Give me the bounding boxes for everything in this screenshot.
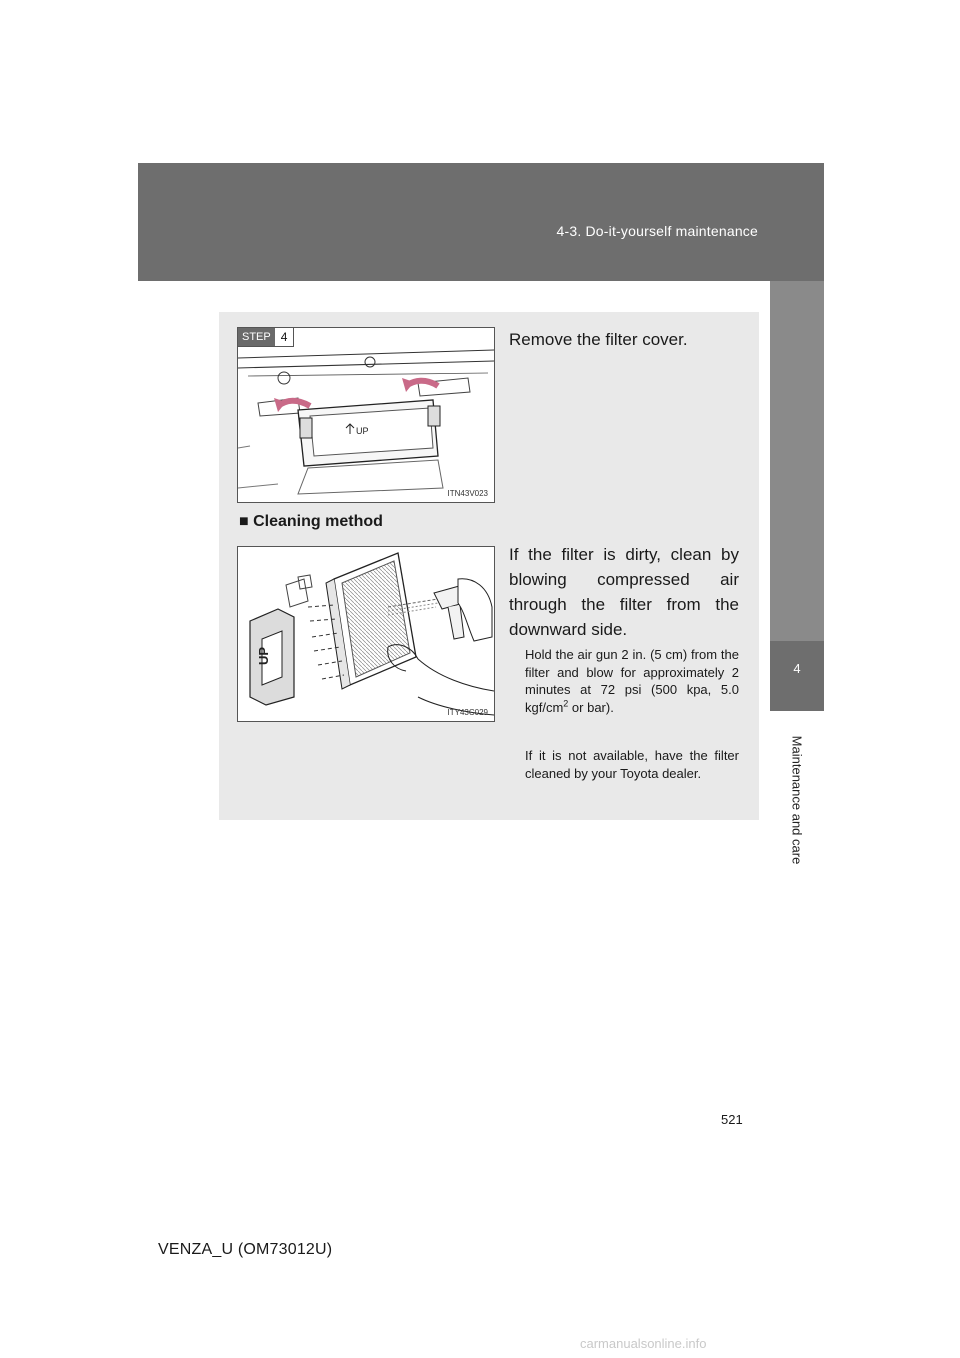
up-marking: UP [256,646,271,665]
step-instruction: Remove the filter cover. [509,330,688,349]
footer-model-code: VENZA_U (OM73012U) [158,1241,333,1258]
cleaning-illustration [237,546,495,722]
section-title: 4-3. Do-it-yourself maintenance [556,223,758,239]
cleaning-drawing [238,547,494,721]
note-air-gun-text-end: or bar). [568,699,614,715]
figure-code: ITY43C029 [447,708,488,717]
watermark: carmanualsonline.info [580,1336,707,1351]
section-heading: ■ Cleaning method [239,513,383,530]
note-air-gun [525,646,739,716]
figure-code: ITN43V023 [447,489,488,498]
note-air-gun-text: Hold the air gun 2 in. (5 cm) from the filter and blow for approximately 2 minutes at 72 psi (500 kpa, 5.0 kgf/cm [525,647,739,715]
cleaning-instruction: If the filter is dirty, clean by blowing compressed air through the filter from the downward side. [509,545,739,639]
filter-cover-drawing [238,328,494,502]
note-dealer: If it is not available, have the filter cleaned by your Toyota dealer. [525,748,739,781]
up-marking: UP [356,426,369,436]
chapter-number-tab [770,641,824,711]
note-air-gun-superscript: 2 [563,698,569,709]
step-badge [238,328,294,347]
page-number: 521 [721,1112,743,1127]
step-badge-number: 4 [275,328,294,346]
header-band [138,163,824,281]
chapter-title: Maintenance and care [789,735,805,865]
chapter-number: 4 [793,661,801,676]
step-badge-label: STEP [238,328,275,346]
filter-cover-illustration [237,327,495,503]
